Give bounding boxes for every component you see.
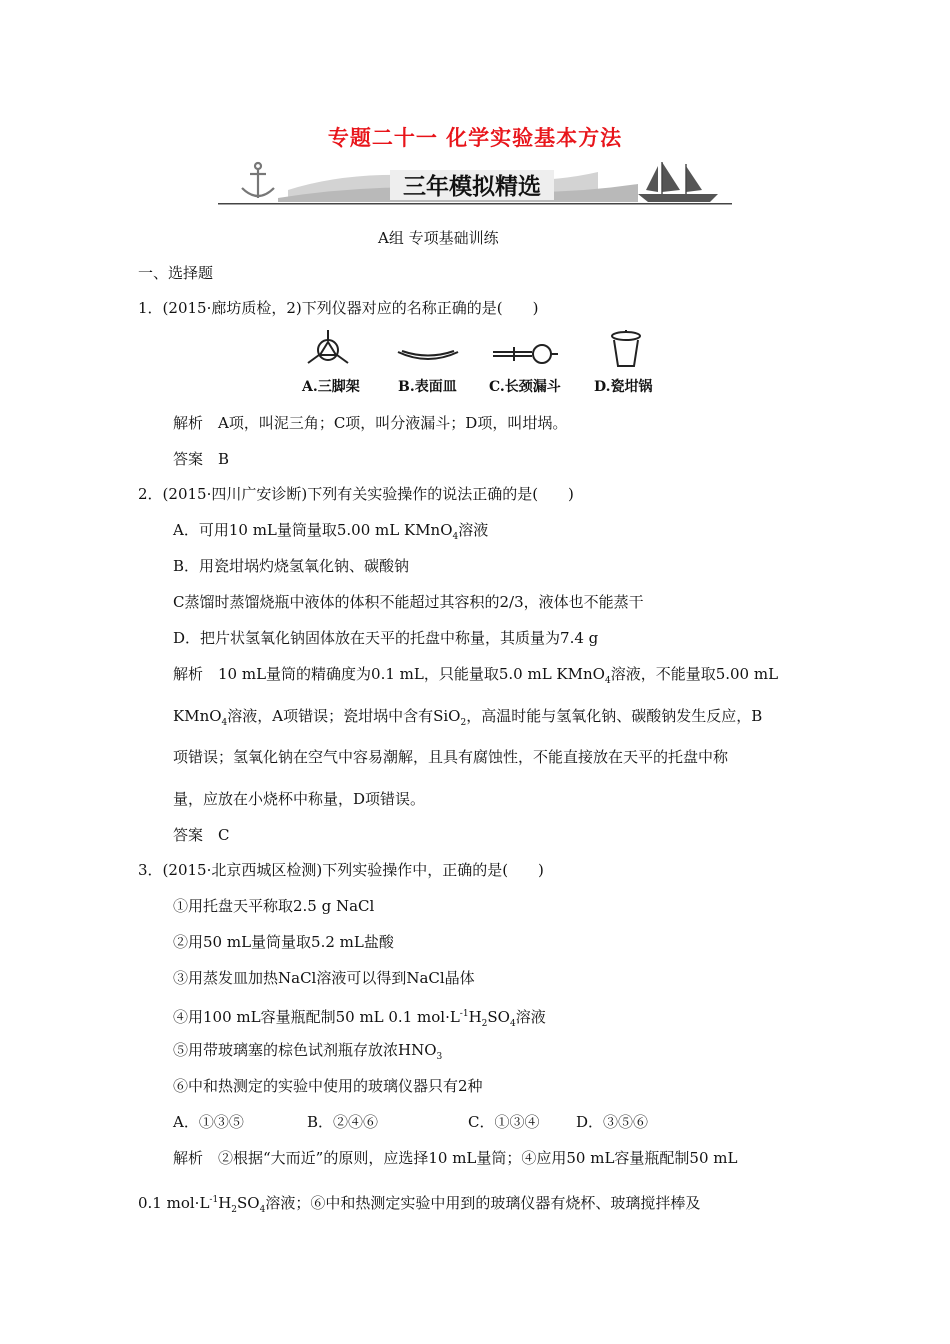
- q2-stem: 2．(2015·四川广安诊断)下列有关实验操作的说法正确的是( ): [138, 485, 574, 503]
- crucible-icon: [612, 330, 640, 366]
- q3-item: ④用100 mL容量瓶配制50 mL 0.1 $mol\cdot L^{-1}H_2SO_4$溶液: [173, 1008, 546, 1029]
- svg-text:三年模拟精选: 三年模拟精选: [403, 174, 541, 200]
- caption-a: A.三脚架: [302, 379, 360, 395]
- caption-b: B.表面皿: [398, 379, 457, 395]
- section-heading: 一、选择题: [138, 264, 214, 282]
- q2-option-c: C蒸馏时蒸馏烧瓶中液体的体积不能超过其容积的2/3，液体也不能蒸干: [173, 593, 644, 611]
- q1-stem: 1．(2015·廊坊质检，2)下列仪器对应的名称正确的是( ): [138, 299, 539, 317]
- q3-item: ⑥中和热测定的实验中使用的玻璃仪器只有2种: [173, 1077, 483, 1095]
- q3-choice-a: A．①③⑤: [173, 1113, 244, 1131]
- apparatus-figures: [296, 330, 660, 370]
- q3-analysis-line: 解析 ②根据“大而近”的原则，应选择10 mL量筒；④应用50 mL容量瓶配制50 mL: [173, 1149, 738, 1167]
- anchor-icon: [242, 163, 274, 198]
- section-banner: [218, 160, 732, 206]
- watch-glass-icon: [398, 351, 458, 359]
- q1-analysis: 解析 A项，叫泥三角；C项，叫分液漏斗；D项，叫坩埚。: [173, 414, 568, 432]
- q3-choice-c: C．①③④: [468, 1113, 540, 1131]
- q3-stem: 3．(2015·北京西城区检测)下列实验操作中，正确的是( ): [138, 861, 544, 879]
- q3-item: ⑤用带玻璃塞的棕色试剂瓶存放浓$HNO_3$: [173, 1041, 443, 1062]
- q3-item: ①用托盘天平称取2.5 g NaCl: [173, 897, 375, 915]
- q1-answer: 答案 B: [173, 450, 230, 468]
- q2-option-d: D．把片状氢氧化钠固体放在天平的托盘中称量，其质量为7.4 g: [173, 629, 599, 647]
- q3-item: ②用50 mL量筒量取5.2 mL盐酸: [173, 933, 394, 951]
- q3-choice-b: B．②④⑥: [307, 1113, 379, 1131]
- ship-icon: [638, 162, 718, 202]
- q2-answer: 答案 C: [173, 826, 230, 844]
- caption-c: C.长颈漏斗: [489, 379, 561, 395]
- page-title: 专题二十一 化学实验基本方法: [327, 125, 623, 150]
- clay-triangle-icon: [308, 330, 348, 363]
- funnel-icon: [493, 345, 558, 363]
- q2-analysis-line: 解析 10 mL量筒的精确度为0.1 mL，只能量取5.0 mL KMnO$_4$溶液，不能量取5.00 mL: [173, 665, 779, 686]
- q2-analysis-line: 量，应放在小烧杯中称量，D项错误。: [173, 790, 426, 808]
- q2-analysis-line: 项错误；氢氧化钠在空气中容易潮解，且具有腐蚀性，不能直接放在天平的托盘中称: [173, 748, 729, 766]
- q2-analysis-line: KMnO$_4$溶液，A项错误；瓷坩埚中含有SiO$_2$，高温时能与氢氧化钠、碳酸钠发生反应，B: [173, 707, 763, 728]
- q2-option-a: A．可用10 mL量筒量取5.00 mL KMnO$_4$溶液: [173, 521, 489, 542]
- q3-analysis-line: 0.1 $mol\cdot L^{-1}H_2SO_4$溶液；⑥中和热测定实验中用到的玻璃仪器有烧杯、玻璃搅拌棒及: [138, 1194, 701, 1215]
- q2-option-b: B．用瓷坩埚灼烧氢氧化钠、碳酸钠: [173, 557, 410, 575]
- group-heading: A组 专项基础训练: [378, 229, 499, 247]
- q3-item: ③用蒸发皿加热NaCl溶液可以得到NaCl晶体: [173, 969, 475, 987]
- caption-d: D.瓷坩锅: [594, 379, 653, 395]
- q3-choice-d: D．③⑤⑥: [576, 1113, 649, 1131]
